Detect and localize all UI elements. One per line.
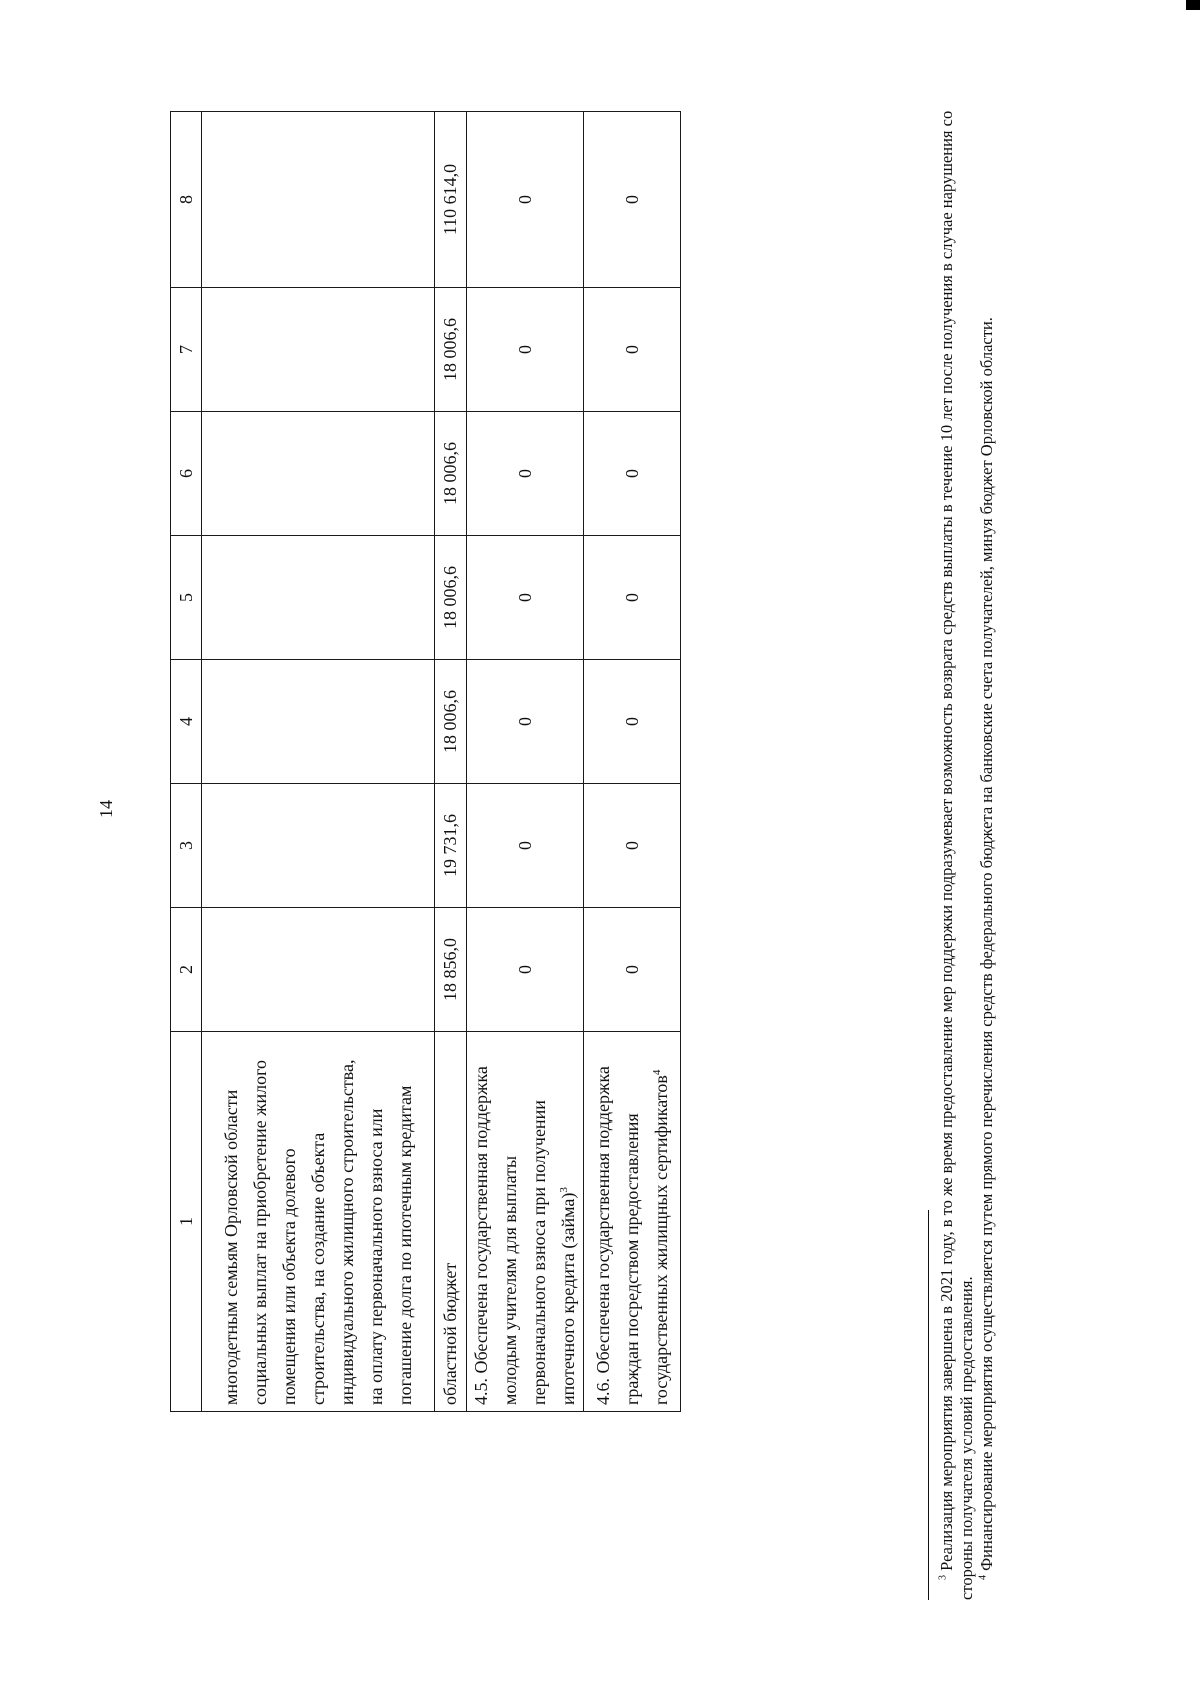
table-row <box>467 112 584 1412</box>
column-header: 5 <box>171 536 202 660</box>
table-row <box>202 112 435 1412</box>
table-cell: 18 006,6 <box>435 660 467 784</box>
table-cell: 0 <box>467 908 584 1032</box>
footnotes <box>928 60 997 1600</box>
column-header: 8 <box>171 112 202 288</box>
table-cell: 0 <box>584 908 681 1032</box>
footnote-reference: 3 <box>558 1187 570 1193</box>
table-cell: 18 006,6 <box>435 412 467 536</box>
table-cell: 110 614,0 <box>435 112 467 288</box>
table-cell: 18 856,0 <box>435 908 467 1032</box>
column-header: 1 <box>171 1032 202 1412</box>
table-cell: 0 <box>584 660 681 784</box>
table-cell: 0 <box>467 536 584 660</box>
table-cell: 0 <box>584 288 681 412</box>
table-row <box>584 112 681 1412</box>
page-number: 14 <box>96 800 116 818</box>
budget-table <box>170 111 681 1412</box>
table-cell: 0 <box>584 536 681 660</box>
footnote <box>937 60 977 1600</box>
column-header-row <box>171 112 202 1412</box>
scan-edge-mark <box>1186 0 1200 10</box>
table-cell: 0 <box>584 784 681 908</box>
row-label: 4.5. Обеспечена государственная поддержка молодым учителям для выплаты первоначального взноса при получении ипотечного кредита (займа) <box>471 1066 578 1405</box>
budget-table-rotated <box>170 112 671 1412</box>
table-cell: 0 <box>467 660 584 784</box>
table-cell: 18 006,6 <box>435 288 467 412</box>
table-cell: 0 <box>467 112 584 288</box>
table-cell: 0 <box>467 784 584 908</box>
row-label: многодетным семьям Орловской области социальных выплат на приобретение жилого помещения или объекта долевого строительства, на создание объекта индивидуального жилищного строительства, на оплату первоначального взноса или погашение долга по ипотечным кредитам <box>202 1032 435 1412</box>
column-header: 4 <box>171 660 202 784</box>
table-cell <box>202 536 435 660</box>
footnote-marker: 4 <box>977 1575 989 1580</box>
table-cell <box>202 660 435 784</box>
table-cell <box>202 784 435 908</box>
row-label-cell <box>584 1032 681 1412</box>
table-row <box>435 112 467 1412</box>
table-cell: 0 <box>584 412 681 536</box>
table-cell <box>202 908 435 1032</box>
row-label: областной бюджет <box>435 1032 467 1412</box>
table-cell <box>202 112 435 288</box>
table-cell: 18 006,6 <box>435 536 467 660</box>
table-cell <box>202 288 435 412</box>
footnote-divider <box>928 1210 929 1600</box>
footnote-marker: 3 <box>937 1575 949 1580</box>
column-header: 6 <box>171 412 202 536</box>
column-header: 3 <box>171 784 202 908</box>
footnote-text: Реализация мероприятия завершена в 2021 году, в то же время предоставление мер поддержки подразумевает возможность возврата средств выплаты в течение 10 лет после получения в случае нарушения со стороны получателя условий предоставления. <box>937 110 976 1600</box>
table-cell: 0 <box>467 288 584 412</box>
footnote <box>977 60 997 1600</box>
footnote-text: Финансирование мероприятия осуществляется путем прямого перечисления средств федерального бюджета на банковские счета получателей, минуя бюджет Орловской области. <box>977 317 996 1571</box>
footnote-reference: 4 <box>650 1069 663 1076</box>
table-cell: 19 731,6 <box>435 784 467 908</box>
column-header: 7 <box>171 288 202 412</box>
column-header: 2 <box>171 908 202 1032</box>
table-cell: 0 <box>467 412 584 536</box>
row-label: 4.6. Обеспечена государственная поддержка граждан посредством предоставления государственных жилищных сертификатов <box>592 1066 671 1405</box>
table-cell: 0 <box>584 112 681 288</box>
table-cell <box>202 412 435 536</box>
row-label-cell <box>467 1032 584 1412</box>
